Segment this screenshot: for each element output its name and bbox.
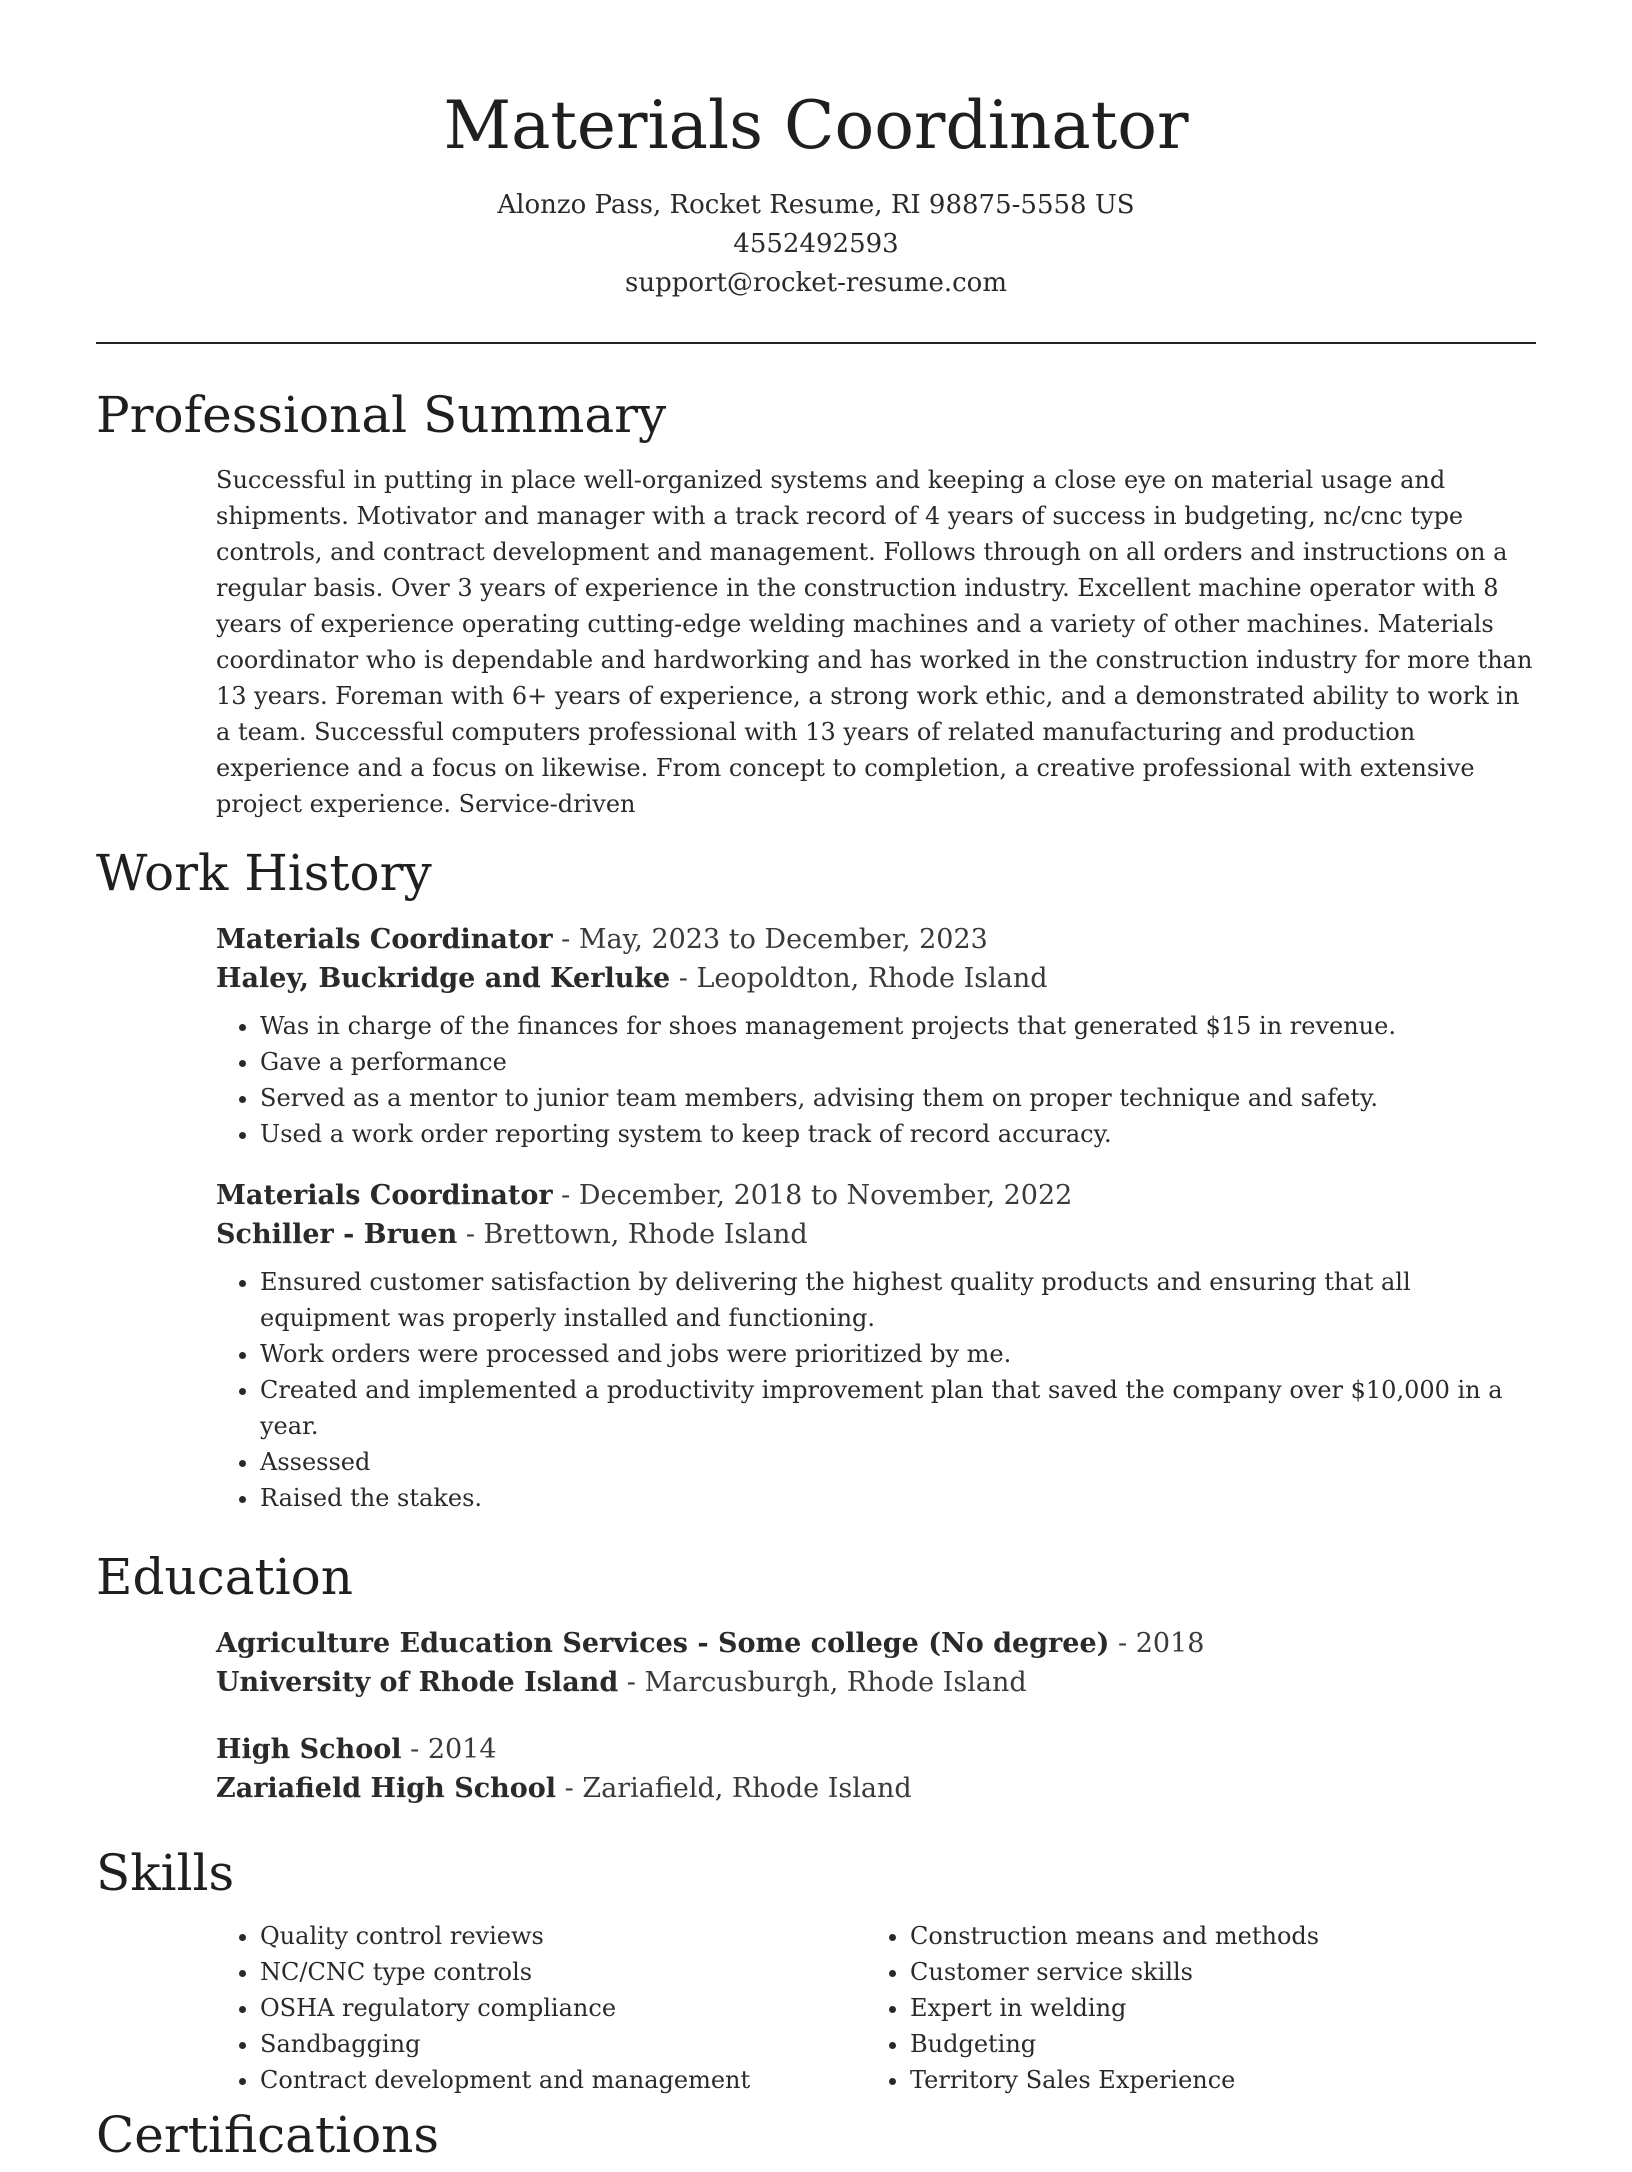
skill-item: • NC/CNC type controls: [260, 1954, 866, 1990]
job-location: - Leopoldton, Rhode Island: [670, 963, 1048, 994]
job-bullet: • Raised the stakes.: [260, 1480, 1536, 1516]
skill-item: • Customer service skills: [910, 1954, 1516, 1990]
header-divider: [96, 342, 1536, 344]
education-entry: [216, 1624, 1536, 1702]
skills-column-left: [216, 1918, 866, 2098]
skills-grid: [216, 1918, 1536, 2098]
summary-section: [216, 462, 1536, 822]
education-section: [216, 1624, 1536, 1808]
work-history-heading: Work History: [96, 844, 432, 902]
job-bullet: • Gave a performance: [260, 1044, 1536, 1080]
education-degree: High School: [216, 1734, 402, 1765]
job-company-line: [216, 1215, 1536, 1254]
skills-heading: Skills: [96, 1844, 235, 1902]
education-location: - Marcusburgh, Rhode Island: [618, 1667, 1027, 1698]
education-heading: Education: [96, 1548, 353, 1606]
job-location: - Brettown, Rhode Island: [457, 1219, 808, 1250]
job-title-line: [216, 1176, 1536, 1215]
skill-item: • Budgeting: [910, 2026, 1516, 2062]
skill-item: • OSHA regulatory compliance: [260, 1990, 866, 2026]
job-bullet: • Work orders were processed and jobs were prioritized by me.: [260, 1336, 1536, 1372]
education-degree-line: [216, 1730, 1536, 1769]
contact-email: support@rocket-resume.com: [624, 268, 1007, 298]
job-company: Schiller - Bruen: [216, 1219, 458, 1250]
job-title-line: [216, 920, 1536, 959]
job-company: Haley, Buckridge and Kerluke: [216, 963, 671, 994]
job-bullet: • Served as a mentor to junior team members, advising them on proper technique and safety.: [260, 1080, 1536, 1116]
contact-phone: 4552492593: [733, 229, 899, 259]
skill-item: • Contract development and management: [260, 2062, 866, 2098]
job-bullet: • Assessed: [260, 1444, 1536, 1480]
education-entry: [216, 1730, 1536, 1808]
skill-item: • Sandbagging: [260, 2026, 866, 2062]
skills-list: [216, 1918, 866, 2098]
job-bullets: [216, 1008, 1536, 1152]
resume-content: [96, 378, 1536, 2172]
job-dates: - December, 2018 to November, 2022: [552, 1180, 1073, 1211]
job-dates: - May, 2023 to December, 2023: [552, 924, 988, 955]
contact-info: [0, 186, 1632, 303]
job-company-line: [216, 959, 1536, 998]
education-year: - 2014: [401, 1734, 497, 1765]
summary-heading: Professional Summary: [96, 386, 667, 444]
skill-item: • Territory Sales Experience: [910, 2062, 1516, 2098]
job-title: Materials Coordinator: [216, 924, 553, 955]
job-bullets: [216, 1264, 1536, 1516]
job-title: Materials Coordinator: [216, 1180, 553, 1211]
job-bullet: • Ensured customer satisfaction by delivering the highest quality products and ensuring that all equipment was properly installed and functioning.: [260, 1264, 1536, 1336]
resume-header: [0, 0, 1632, 303]
education-location: - Zariafield, Rhode Island: [556, 1773, 912, 1804]
education-degree: Agriculture Education Services - Some college (No degree): [216, 1628, 1110, 1659]
certifications-heading: Certifications: [96, 2106, 440, 2164]
summary-text: Successful in putting in place well-organized systems and keeping a close eye on material usage and shipments. Motivator and manager with a track record of 4 years of success in budgeting, nc/cnc type controls, and contract development and management. Follows through on all orders and instructions on a regular basis. Over 3 years of experience in the construction industry. Excellent machine operator with 8 years of experience operating cutting-edge welding machines and a variety of other machines. Materials coordinator who is dependable and hardworking and has worked in the construction industry for more than 13 years. Foreman with 6+ years of experience, a strong work ethic, and a demonstrated ability to work in a team. Successful computers professional with 13 years of related manufacturing and production experience and a focus on likewise. From concept to completion, a creative professional with extensive project experience. Service-driven: [216, 466, 1533, 818]
education-school: Zariafield High School: [216, 1773, 557, 1804]
contact-address: Alonzo Pass, Rocket Resume, RI 98875-5558 US: [497, 190, 1135, 220]
job-entry: [216, 920, 1536, 1152]
education-year: - 2018: [1109, 1628, 1205, 1659]
education-degree-line: [216, 1624, 1536, 1663]
resume-title: Materials Coordinator: [443, 87, 1189, 164]
education-school: University of Rhode Island: [216, 1667, 619, 1698]
skills-section: [216, 1918, 1536, 2098]
skill-item: • Quality control reviews: [260, 1918, 866, 1954]
job-bullet: • Created and implemented a productivity improvement plan that saved the company over $10,000 in a year.: [260, 1372, 1536, 1444]
work-history-section: [216, 920, 1536, 1516]
skill-item: • Construction means and methods: [910, 1918, 1516, 1954]
job-bullet: • Was in charge of the finances for shoes management projects that generated $15 in revenue.: [260, 1008, 1536, 1044]
education-school-line: [216, 1769, 1536, 1808]
job-bullet: • Used a work order reporting system to keep track of record accuracy.: [260, 1116, 1536, 1152]
skills-list: [866, 1918, 1516, 2098]
education-school-line: [216, 1663, 1536, 1702]
skills-column-right: [866, 1918, 1516, 2098]
job-entry: [216, 1176, 1536, 1516]
skill-item: • Expert in welding: [910, 1990, 1516, 2026]
